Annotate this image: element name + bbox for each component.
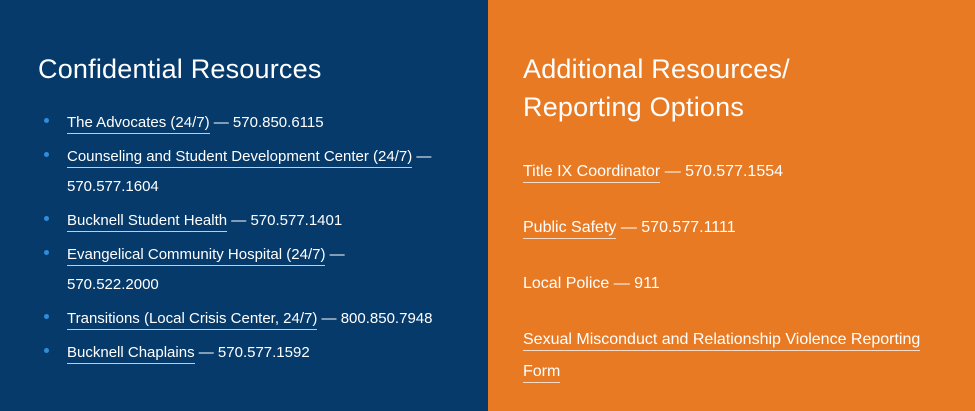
public-safety-phone: — 570.577.1111 — [616, 219, 736, 236]
list-item-chaplains — [38, 338, 437, 368]
bullet-icon — [44, 348, 49, 353]
heading-line-1: Additional Resources/ — [523, 54, 790, 84]
confidential-resources-heading: Confidential Resources — [38, 54, 322, 84]
public-safety-link[interactable]: Public Safety — [523, 219, 616, 239]
list-item-advocates — [38, 108, 437, 138]
list-item-public-safety — [523, 212, 923, 244]
heading-line-2: Reporting Options — [523, 92, 745, 122]
counseling-center-phone: — 570.577.1604 — [67, 148, 432, 195]
student-health-phone: — 570.577.1401 — [227, 212, 343, 229]
list-item-student-health — [38, 206, 437, 236]
list-item-hospital — [38, 240, 437, 300]
transitions-link[interactable]: Transitions (Local Crisis Center, 24/7) — [67, 310, 317, 330]
hospital-link[interactable]: Evangelical Community Hospital (24/7) — [67, 246, 325, 266]
list-item-local-police — [523, 268, 923, 300]
hospital-phone: — 570.522.2000 — [67, 246, 345, 293]
bullet-icon — [44, 314, 49, 319]
bullet-icon — [44, 152, 49, 157]
advocates-link[interactable]: The Advocates (24/7) — [67, 114, 210, 134]
title-ix-phone: — 570.577.1554 — [660, 163, 784, 180]
counseling-center-link[interactable]: Counseling and Student Development Center (24/7) — [67, 148, 412, 168]
bullet-icon — [44, 118, 49, 123]
advocates-phone: — 570.850.6115 — [209, 114, 324, 131]
additional-resources-heading — [523, 50, 975, 126]
reporting-form-link[interactable]: Sexual Misconduct and Relationship Violence Reporting Form — [523, 331, 920, 383]
additional-resources-list — [523, 156, 975, 388]
transitions-phone: — 800.850.7948 — [317, 310, 433, 327]
confidential-resources-list — [38, 108, 488, 368]
bullet-icon — [44, 250, 49, 255]
additional-resources-panel — [488, 0, 975, 411]
student-health-link[interactable]: Bucknell Student Health — [67, 212, 227, 232]
chaplains-phone: — 570.577.1592 — [194, 344, 310, 361]
local-police-text: Local Police — 911 — [523, 275, 660, 292]
list-item-counseling — [38, 142, 437, 202]
bullet-icon — [44, 216, 49, 221]
chaplains-link[interactable]: Bucknell Chaplains — [67, 344, 195, 364]
title-ix-coordinator-link[interactable]: Title IX Coordinator — [523, 163, 660, 183]
list-item-reporting-form — [523, 324, 923, 388]
list-item-transitions — [38, 304, 437, 334]
list-item-title-ix — [523, 156, 923, 188]
